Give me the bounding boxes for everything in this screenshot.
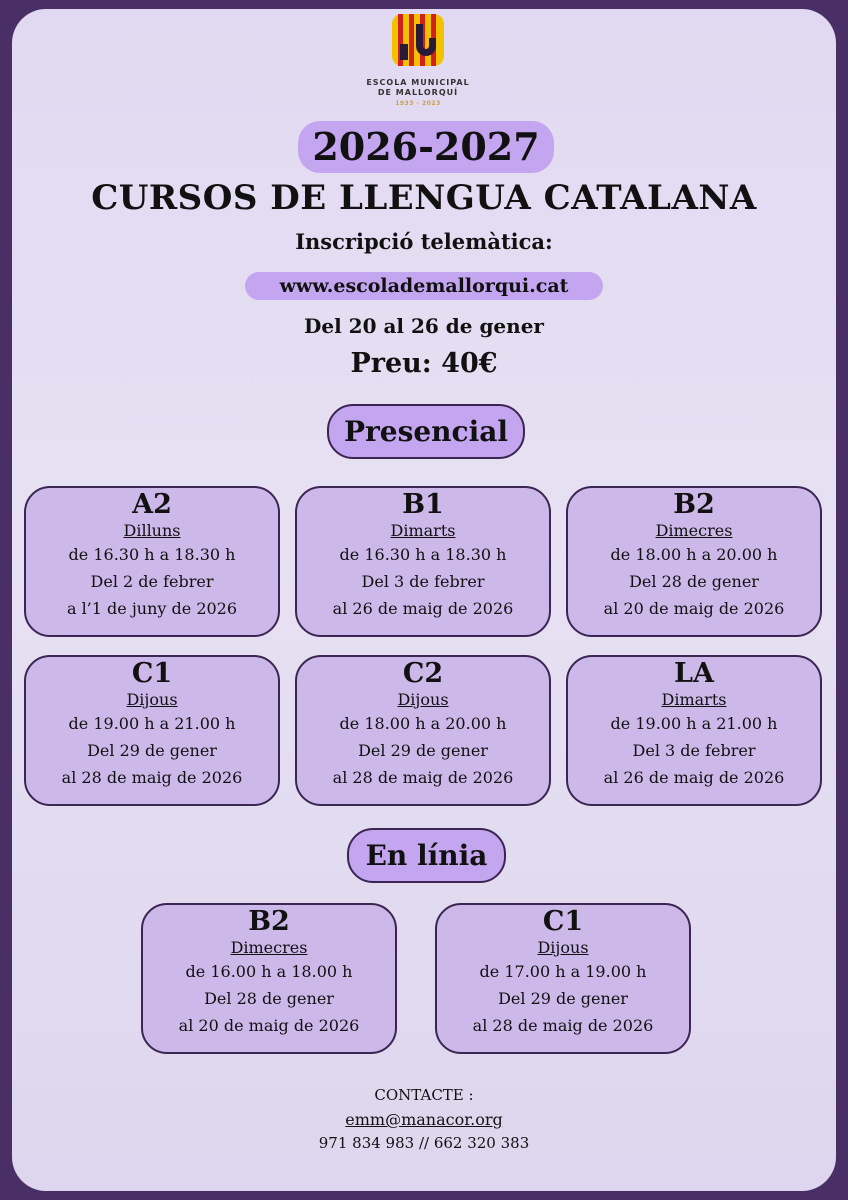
course-time: de 16.00 h a 18.00 h <box>185 962 353 981</box>
course-time: de 18.00 h a 20.00 h <box>610 545 778 564</box>
course-day: Dilluns <box>123 521 181 540</box>
school-logo-icon <box>392 14 444 66</box>
course-level: B2 <box>248 906 290 937</box>
course-time: de 19.00 h a 21.00 h <box>68 714 236 733</box>
course-end: al 26 de maig de 2026 <box>603 768 785 787</box>
course-start: Del 29 de gener <box>87 741 217 760</box>
price-label: Preu: 40€ <box>350 348 498 379</box>
course-start: Del 28 de gener <box>629 572 759 591</box>
course-start: Del 29 de gener <box>498 989 628 1008</box>
section-en-linia: En línia <box>347 828 506 883</box>
course-level: C1 <box>542 906 584 937</box>
course-day: Dimarts <box>661 690 727 709</box>
course-card-c1 <box>24 655 280 806</box>
course-start: Del 3 de febrer <box>361 572 485 591</box>
course-card-c2 <box>295 655 551 806</box>
course-day: Dimecres <box>230 938 308 957</box>
section-presencial: Presencial <box>327 404 525 459</box>
course-level: C1 <box>131 658 173 689</box>
course-end: al 26 de maig de 2026 <box>332 599 514 618</box>
course-level: C2 <box>402 658 444 689</box>
course-level: A2 <box>132 489 172 520</box>
course-card-b1 <box>295 486 551 637</box>
course-time: de 17.00 h a 19.00 h <box>479 962 647 981</box>
course-start: Del 3 de febrer <box>632 741 756 760</box>
course-card-a2 <box>24 486 280 637</box>
course-level: B1 <box>402 489 444 520</box>
course-end: a l’1 de juny de 2026 <box>66 599 238 618</box>
course-end: al 28 de maig de 2026 <box>472 1016 654 1035</box>
contact-email-link[interactable]: emm@manacor.org <box>345 1110 503 1129</box>
year-badge: 2026-2027 <box>298 121 554 173</box>
course-end: al 20 de maig de 2026 <box>178 1016 360 1035</box>
registration-dates: Del 20 al 26 de gener <box>304 314 544 338</box>
course-end: al 28 de maig de 2026 <box>61 768 243 787</box>
course-level: B2 <box>673 489 715 520</box>
course-end: al 20 de maig de 2026 <box>603 599 785 618</box>
logo-name-line1: ESCOLA MUNICIPAL <box>366 78 470 87</box>
registration-subtitle: Inscripció telemàtica: <box>295 229 553 254</box>
course-day: Dimecres <box>655 521 733 540</box>
course-time: de 19.00 h a 21.00 h <box>610 714 778 733</box>
online-course-card-c1 <box>435 903 691 1054</box>
course-start: Del 29 de gener <box>358 741 488 760</box>
course-end: al 28 de maig de 2026 <box>332 768 514 787</box>
course-time: de 16.30 h a 18.30 h <box>339 545 507 564</box>
logo-years: 1933 - 2023 <box>395 100 441 107</box>
course-day: Dijous <box>126 690 178 709</box>
website-link[interactable]: www.escolademallorqui.cat <box>245 272 603 300</box>
course-card-b2 <box>566 486 822 637</box>
course-card-la <box>566 655 822 806</box>
course-day: Dimarts <box>390 521 456 540</box>
course-time: de 16.30 h a 18.30 h <box>68 545 236 564</box>
page-title: CURSOS DE LLENGUA CATALANA <box>91 178 757 218</box>
course-start: Del 28 de gener <box>204 989 334 1008</box>
online-course-card-b2 <box>141 903 397 1054</box>
contact-label: CONTACTE : <box>374 1086 474 1104</box>
contact-phones: 971 834 983 // 662 320 383 <box>318 1134 530 1152</box>
course-day: Dijous <box>537 938 589 957</box>
course-time: de 18.00 h a 20.00 h <box>339 714 507 733</box>
course-level: LA <box>674 658 714 689</box>
course-day: Dijous <box>397 690 449 709</box>
logo-name-line2: DE MALLORQUÍ <box>377 88 459 97</box>
course-start: Del 2 de febrer <box>90 572 214 591</box>
